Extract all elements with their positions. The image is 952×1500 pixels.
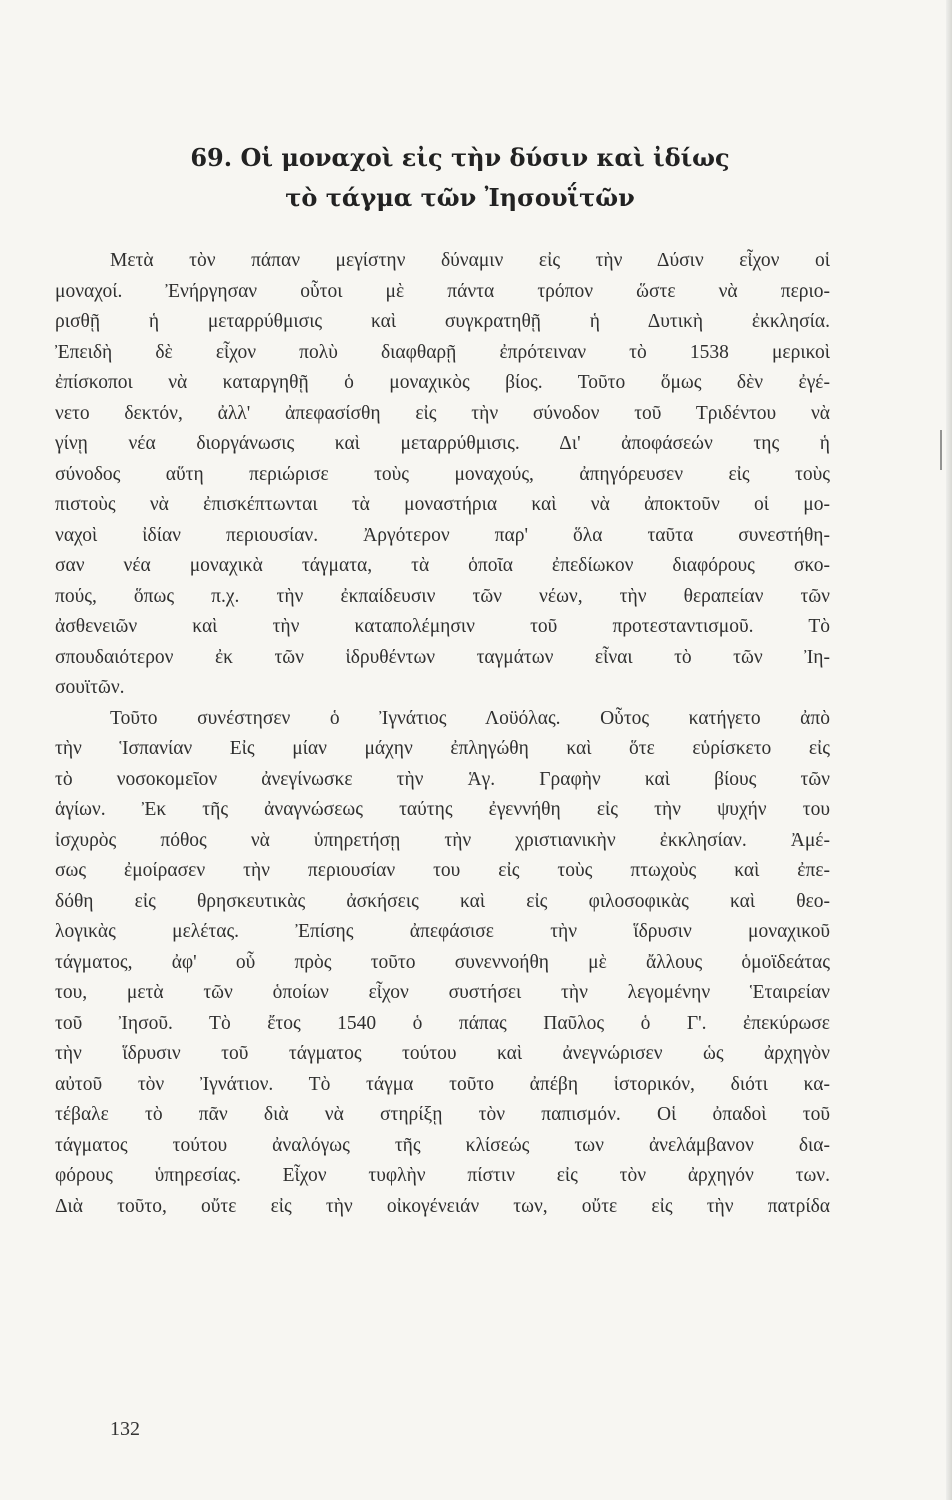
body-text (55, 246, 830, 1222)
text-line: τοῦ Ἰησοῦ. Τὸ ἔτος 1540 ὁ πάπας Παῦλος ὁ Γ'. ἐπεκύρωσε (55, 1012, 830, 1034)
text-line: δόθη εἰς θρησκευτικὰς ἀσκήσεις καὶ εἰς φιλοσοφικὰς καὶ θεο- (55, 890, 830, 912)
section-heading (150, 138, 770, 218)
text-line: Τοῦτο συνέστησεν ὁ Ἰγνάτιος Λοϋόλας. Οὗτος κατήγετο ἀπὸ (110, 707, 830, 729)
text-line: σαν νέα μοναχικὰ τάγματα, τὰ ὁποῖα ἐπεδίωκον διαφόρους σκο- (55, 555, 830, 576)
text-line: σπουδαιότερον ἐκ τῶν ἱδρυθέντων ταγμάτων εἶναι τὸ τῶν Ἰη- (55, 646, 830, 668)
text-line: τὴν ἵδρυσιν τοῦ τάγματος τούτου καὶ ἀνεγνώρισεν ὡς ἀρχηγὸν (55, 1043, 830, 1064)
text-line: ναχοὶ ἰδίαν περιουσίαν. Ἀργότερον παρ' ὅλα ταῦτα συνεστήθη- (55, 524, 830, 546)
text-line: τὸ νοσοκομεῖον ἀνεγίνωσκε τὴν Ἁγ. Γραφὴν καὶ βίους τῶν (55, 768, 830, 790)
text-line: Διὰ τοῦτο, οὔτε εἰς τὴν οἰκογένειάν των, οὔτε εἰς τὴν πατρίδα (55, 1195, 830, 1217)
text-line: σως ἐμοίρασεν τὴν περιουσίαν του εἰς τοὺς πτωχοὺς καὶ ἐπε- (55, 860, 830, 881)
text-line: σύνοδος αὕτη περιώρισε τοὺς μοναχούς, ἀπηγόρευσεν εἰς τοὺς (55, 463, 830, 485)
text-line: γίνῃ νέα διοργάνωσις καὶ μεταρρύθμισις. Δι' ἀποφάσεών της ἡ (55, 433, 830, 454)
text-line: ρισθῇ ἡ μεταρρύθμισις καὶ συγκρατηθῇ ἡ Δυτικὴ ἐκκλησία. (55, 311, 830, 332)
text-line: του, μετὰ τῶν ὁποίων εἶχον συστήσει τὴν λεγομένην Ἑταιρείαν (55, 982, 830, 1003)
binding-mark (940, 430, 942, 470)
heading-line-1: 69. Οἱ μοναχοὶ εἰς τὴν δύσιν καὶ ἰδίως (190, 143, 730, 172)
text-line: τέβαλε τὸ πᾶν διὰ νὰ στηρίξῃ τὸν παπισμόν. Οἱ ὀπαδοὶ τοῦ (55, 1104, 830, 1125)
text-line: Μετὰ τὸν πάπαν μεγίστην δύναμιν εἰς τὴν Δύσιν εἶχον οἱ (110, 250, 830, 271)
text-line: ἁγίων. Ἐκ τῆς ἀναγνώσεως ταύτης ἐγεννήθη εἰς τὴν ψυχήν του (55, 799, 830, 820)
text-line: Ἐπειδὴ δὲ εἶχον πολὺ διαφθαρῇ ἐπρότειναν τὸ 1538 μερικοὶ (55, 341, 830, 363)
text-line: νετο δεκτόν, ἀλλ' ἀπεφασίσθη εἰς τὴν σύνοδον τοῦ Τριδέντου νὰ (55, 402, 830, 424)
text-line: τάγματος τούτου ἀναλόγως τῆς κλίσεώς των ἀνελάμβανον δια- (55, 1134, 830, 1156)
text-line: φόρους ὑπηρεσίας. Εἶχον τυφλὴν πίστιν εἰς τὸν ἀρχηγόν των. (55, 1165, 830, 1186)
page-number: 132 (110, 1418, 140, 1440)
text-line: ἰσχυρὸς πόθος νὰ ὑπηρετήσῃ τὴν χριστιανικὴν ἐκκλησίαν. Ἀμέ- (55, 829, 830, 851)
text-line: ἀσθενειῶν καὶ τὴν καταπολέμησιν τοῦ προτεσταντισμοῦ. Τὸ (55, 616, 830, 637)
text-line: ἐπίσκοποι νὰ καταργηθῇ ὁ μοναχικὸς βίος. Τοῦτο ὅμως δὲν ἐγέ- (55, 372, 830, 393)
page-edge-shadow (946, 0, 952, 1500)
text-line: τὴν Ἱσπανίαν Εἰς μίαν μάχην ἐπληγώθη καὶ ὅτε εὑρίσκετο εἰς (55, 738, 830, 759)
text-line: πιστοὺς νὰ ἐπισκέπτωνται τὰ μοναστήρια καὶ νὰ ἀποκτοῦν οἱ μο- (55, 494, 830, 515)
text-line: τάγματος, ἀφ' οὗ πρὸς τοῦτο συνεννοήθη μὲ ἄλλους ὁμοϊδεάτας (55, 951, 830, 973)
text-line: μοναχοί. Ἐνήργησαν οὗτοι μὲ πάντα τρόπον ὥστε νὰ περιο- (55, 280, 830, 302)
text-line: πούς, ὅπως π.χ. τὴν ἐκπαίδευσιν τῶν νέων, τὴν θεραπείαν τῶν (55, 585, 830, 607)
text-line: αὐτοῦ τὸν Ἰγνάτιον. Τὸ τάγμα τοῦτο ἀπέβη ἱστορικόν, διότι κα- (55, 1073, 830, 1095)
text-line: λογικὰς μελέτας. Ἐπίσης ἀπεφάσισε τὴν ἵδρυσιν μοναχικοῦ (55, 921, 830, 942)
heading-line-2: τὸ τάγμα τῶν Ἰησουΐτῶν (285, 183, 635, 212)
text-line: σουϊτῶν. (55, 677, 125, 698)
